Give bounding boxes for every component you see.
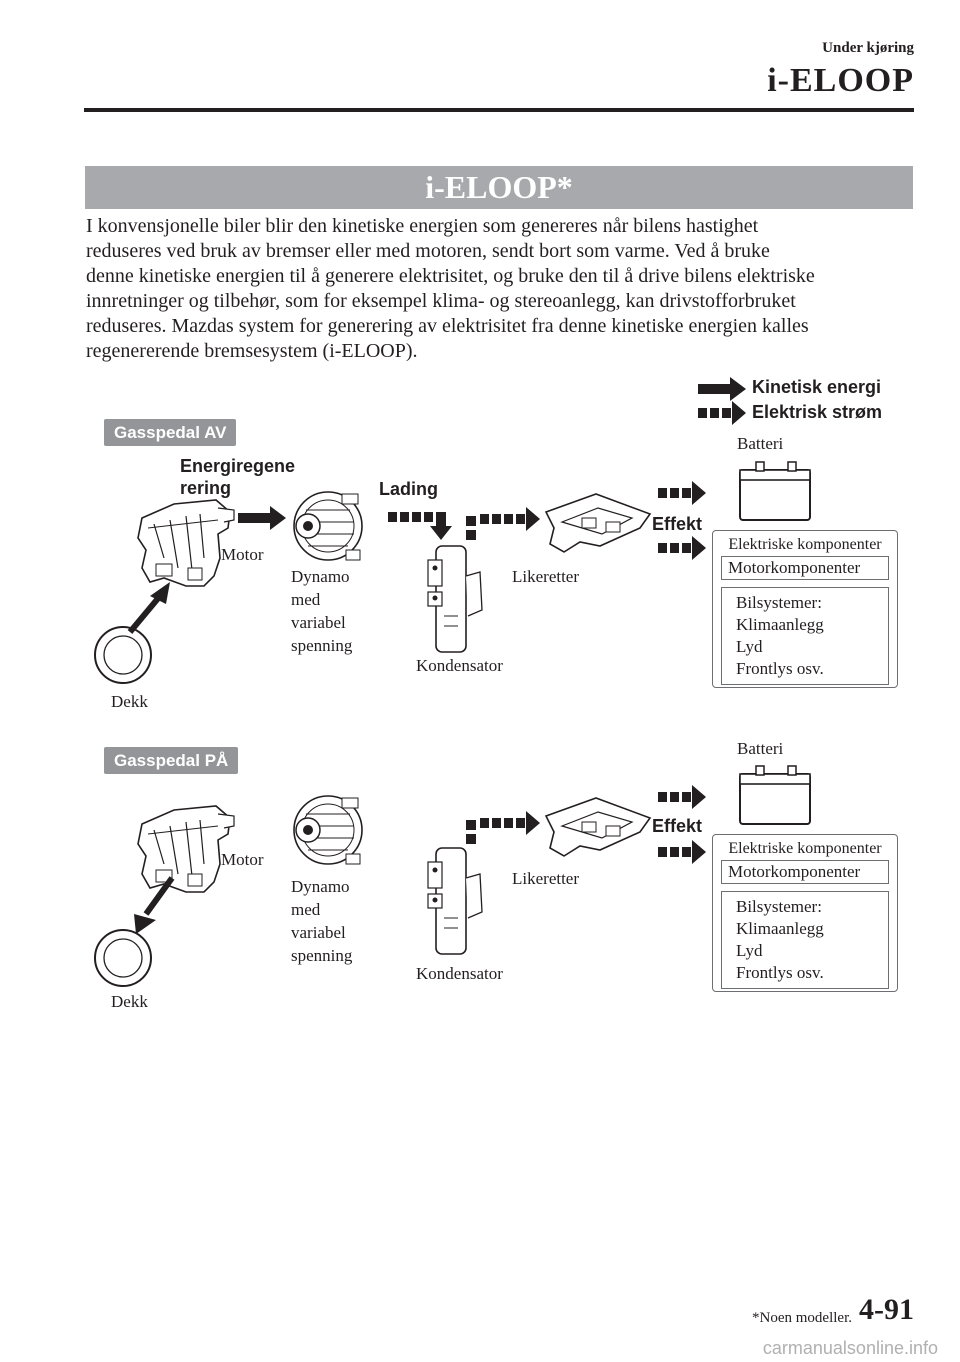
- intro-line: denne kinetiske energien til å generere elektrisitet, og bruke den til å drive bilens elektriske: [86, 265, 815, 287]
- intro-line: reduseres ved bruk av bremser eller med motoren, sendt bort som varme. Ved å bruke: [86, 240, 770, 262]
- dynamo-icon: [294, 492, 362, 560]
- legend-electric-label: Elektrisk strøm: [752, 402, 883, 422]
- engine-icon: [138, 806, 234, 892]
- charge-label: Lading: [379, 479, 438, 499]
- tire-icon: [95, 930, 151, 986]
- tire-label: Dekk: [111, 692, 148, 711]
- intro-line: regenererende bremsesystem (i-ELOOP).: [86, 340, 418, 362]
- footnote: *Noen modeller.: [752, 1310, 852, 1326]
- electrical-components-box: [712, 530, 898, 688]
- capacitor-icon: [428, 848, 482, 954]
- dynamo-icon: [294, 796, 362, 864]
- throttle-on-badge: Gasspedal PÅ: [104, 747, 238, 774]
- battery-label: Batteri: [737, 434, 784, 453]
- tire-to-engine-arrow: [130, 582, 170, 632]
- engine-icon: [138, 500, 234, 586]
- dynamo-to-capacitor-arrow: [388, 512, 452, 540]
- legend-kinetic-label: Kinetisk energi: [752, 377, 882, 397]
- battery-icon: [740, 766, 810, 824]
- intro-line: innretninger og tilbehør, som for eksempel klima- og stereoanlegg, kan drivstofforbruket: [86, 290, 796, 312]
- car-systems-box: Bilsystemer: Klimaanlegg Lyd Frontlys osv.: [721, 587, 889, 685]
- section-banner: i-ELOOP*: [85, 166, 913, 209]
- chapter-title: i-ELOOP: [767, 62, 914, 99]
- battery-icon: [740, 462, 810, 520]
- rectifier-label: Likeretter: [512, 567, 580, 586]
- components-title: Elektriske komponenter: [728, 840, 882, 857]
- motor-label: Motor: [221, 850, 264, 869]
- regen-label: Energiregene rering: [180, 456, 296, 498]
- rectifier-to-components-arrow: [658, 536, 706, 560]
- rectifier-icon: [546, 798, 650, 856]
- rectifier-to-components-arrow: [658, 840, 706, 864]
- intro-line: reduseres. Mazdas system for generering av elektrisitet fra denne kinetiske energien kalles: [86, 315, 809, 337]
- motor-label: Motor: [221, 545, 264, 564]
- effect-label: Effekt: [652, 816, 703, 836]
- engine-to-dynamo-arrow: [238, 506, 286, 530]
- rectifier-icon: [546, 494, 650, 552]
- rectifier-label: Likeretter: [512, 869, 580, 888]
- capacitor-label: Kondensator: [416, 656, 503, 675]
- page-number: 4-91: [859, 1293, 914, 1326]
- dynamo-label: Dynamo med variabel spenning: [291, 567, 353, 655]
- watermark: carmanualsonline.info: [762, 1338, 938, 1358]
- components-title: Elektriske komponenter: [728, 536, 882, 553]
- intro-line: I konvensjonelle biler blir den kinetiske energien som genereres når bilens hastighet: [86, 215, 759, 237]
- capacitor-label: Kondensator: [416, 964, 503, 983]
- tire-label: Dekk: [111, 992, 148, 1011]
- capacitor-icon: [428, 546, 482, 652]
- capacitor-to-rectifier-arrow: [466, 811, 540, 844]
- battery-label: Batteri: [737, 739, 784, 758]
- throttle-off-badge: Gasspedal AV: [104, 419, 236, 446]
- effect-label: Effekt: [652, 514, 703, 534]
- electrical-components-box: [712, 834, 898, 992]
- rectifier-to-battery-arrow: [658, 481, 706, 505]
- tire-icon: [95, 627, 151, 683]
- dynamo-label: Dynamo med variabel spenning: [291, 877, 353, 965]
- electric-current-arrow-icon: [698, 401, 746, 425]
- motor-components-box: Motorkomponenter: [721, 556, 889, 580]
- kinetic-energy-arrow-icon: [698, 377, 746, 401]
- capacitor-to-rectifier-arrow: [466, 507, 540, 540]
- car-systems-box: Bilsystemer: Klimaanlegg Lyd Frontlys osv.: [721, 891, 889, 989]
- rectifier-to-battery-arrow: [658, 785, 706, 809]
- section-label: Under kjøring: [822, 40, 914, 56]
- motor-components-box: Motorkomponenter: [721, 860, 889, 884]
